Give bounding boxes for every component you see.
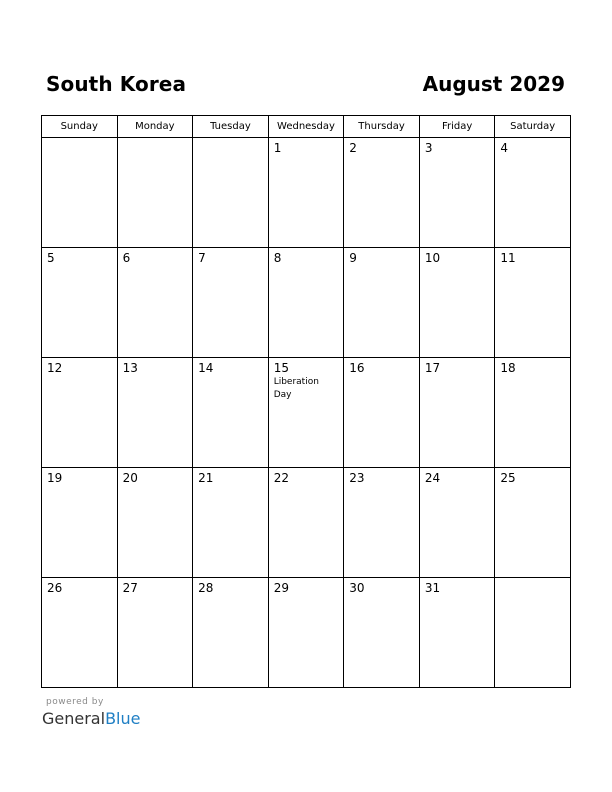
day-number: 23 xyxy=(349,471,365,485)
day-number: 21 xyxy=(198,471,214,485)
day-number xyxy=(42,138,117,141)
day-number: 16 xyxy=(349,361,365,375)
weekday-header-row xyxy=(42,116,571,138)
day-number: 8 xyxy=(273,251,282,265)
day-cell xyxy=(193,578,269,688)
week-row xyxy=(42,578,571,688)
day-cell xyxy=(117,578,193,688)
day-cell xyxy=(419,138,495,248)
holiday-label: Liberation Day xyxy=(273,377,319,400)
day-number: 12 xyxy=(47,361,63,375)
weekday-header-tuesday: Tuesday xyxy=(193,116,269,138)
day-cell xyxy=(495,358,571,468)
day-cell xyxy=(344,248,420,358)
week-row xyxy=(42,468,571,578)
day-cell xyxy=(42,248,118,358)
day-number: 14 xyxy=(198,361,214,375)
day-cell xyxy=(344,468,420,578)
day-cell xyxy=(268,578,344,688)
day-cell xyxy=(495,138,571,248)
day-cell xyxy=(117,358,193,468)
day-number: 2 xyxy=(349,141,357,155)
day-number: 31 xyxy=(424,581,441,595)
weekday-header-thursday: Thursday xyxy=(344,116,420,138)
day-cell xyxy=(42,358,118,468)
weekday-header-wednesday: Wednesday xyxy=(268,116,344,138)
day-cell xyxy=(344,138,420,248)
day-cell xyxy=(193,358,269,468)
week-row xyxy=(42,358,571,468)
day-number: 5 xyxy=(47,251,55,265)
day-cell-holiday xyxy=(268,358,344,468)
day-number xyxy=(495,578,570,581)
weekday-header-sunday: Sunday xyxy=(42,116,118,138)
day-number xyxy=(118,138,193,141)
calendar-grid xyxy=(41,115,571,688)
day-number: 30 xyxy=(349,581,365,595)
day-cell xyxy=(419,248,495,358)
day-number: 4 xyxy=(500,141,509,155)
day-number: 13 xyxy=(122,361,138,375)
day-cell xyxy=(193,138,269,248)
day-number: 1 xyxy=(273,141,282,155)
day-number: 18 xyxy=(500,361,516,375)
day-cell xyxy=(42,578,118,688)
weekday-header-saturday: Saturday xyxy=(495,116,571,138)
day-cell xyxy=(42,468,118,578)
generalblue-logo[interactable] xyxy=(42,709,140,728)
powered-by-text: powered by xyxy=(46,697,104,707)
logo-blue-text: Blue xyxy=(105,709,141,728)
day-number: 6 xyxy=(122,251,131,265)
logo-general-text: General xyxy=(42,709,106,728)
day-number: 20 xyxy=(122,471,138,485)
day-cell xyxy=(419,468,495,578)
month-title: August 2029 xyxy=(422,72,565,96)
weekday-header-friday: Friday xyxy=(419,116,495,138)
day-number: 17 xyxy=(424,361,441,375)
day-cell xyxy=(268,248,344,358)
day-number: 3 xyxy=(424,141,433,155)
day-cell xyxy=(193,468,269,578)
day-number xyxy=(193,138,268,141)
day-number: 10 xyxy=(424,251,441,265)
day-number: 7 xyxy=(198,251,206,265)
day-cell xyxy=(117,468,193,578)
day-cell xyxy=(419,578,495,688)
day-number: 22 xyxy=(273,471,289,485)
day-cell xyxy=(495,248,571,358)
day-number: 25 xyxy=(500,471,516,485)
day-cell xyxy=(495,468,571,578)
day-cell xyxy=(193,248,269,358)
day-number: 15 xyxy=(273,361,289,375)
weekday-header-monday: Monday xyxy=(117,116,193,138)
day-number: 29 xyxy=(273,581,289,595)
day-number: 19 xyxy=(47,471,63,485)
day-number: 9 xyxy=(349,251,357,265)
day-cell xyxy=(344,578,420,688)
day-cell xyxy=(42,138,118,248)
day-number: 27 xyxy=(122,581,138,595)
day-number: 28 xyxy=(198,581,214,595)
week-row xyxy=(42,138,571,248)
day-cell xyxy=(419,358,495,468)
day-cell xyxy=(344,358,420,468)
day-cell xyxy=(495,578,571,688)
day-cell xyxy=(117,248,193,358)
day-cell xyxy=(268,468,344,578)
week-row xyxy=(42,248,571,358)
day-number: 24 xyxy=(424,471,441,485)
day-number: 11 xyxy=(500,251,516,265)
day-number: 26 xyxy=(47,581,63,595)
country-title: South Korea xyxy=(46,72,187,96)
day-cell xyxy=(117,138,193,248)
day-cell xyxy=(268,138,344,248)
